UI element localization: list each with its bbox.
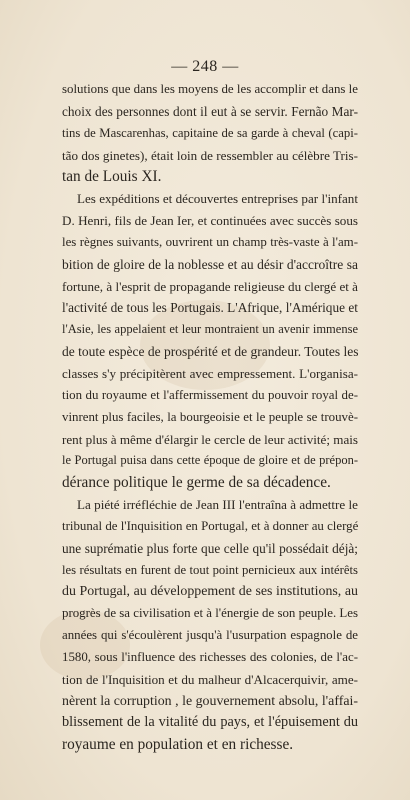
text-line: bition de gloire de la noblesse et au désir d'accroître sa [62,256,358,272]
text-line: progrès de sa civilisation et à l'énergie de son peuple. Les [62,606,358,621]
paragraph-3 [62,494,358,756]
text-line: nèrent la corruption , le gouvernement absolu, l'affai- [62,693,358,709]
text-line: années qui s'écoulèrent jusqu'à l'usurpation espagnole de [62,628,358,643]
text-line: tão dos ginetes), était loin de ressembler au célèbre Tris- [62,147,358,163]
text-line: les résultats en furent de tout point pernicieux aux intérêts [62,562,358,577]
text-line: les règnes suivants, ouvrirent un champ très-vaste à l'am- [62,234,358,249]
text-line: vinrent plus faciles, la bourgeoisie et le peuple se trouvè- [62,409,358,424]
text-line: classes s'y précipitèrent avec empressement. L'organisa- [62,365,358,381]
page-number: — 248 — [171,58,239,75]
text-line: 1580, sous l'influence des richesses des colonies, de l'ac- [62,649,358,664]
text-line: rent plus à même d'élargir le cercle de leur activité; mais [62,431,358,447]
text-line: tins de Mascarenhas, capitaine de sa garde à cheval (capi- [62,125,358,140]
text-line: choix des personnes dont il eut à se servir. Fernão Mar- [62,103,358,119]
text-line: tan de Louis XI. [62,168,162,186]
text-line: tion de l'Inquisition et du malheur d'Alcacerquivir, ame- [62,671,358,687]
text-line: l'Asie, les appelaient et leur montraient un avenir immense [62,322,358,337]
text-line: La piété irréfléchie de Jean III l'entraîna à admettre le [77,497,358,513]
text-line: royaume en population et en richesse. [62,736,294,754]
text-line: du Portugal, au développement de ses institutions, au [62,584,358,600]
text-line: dérance politique le germe de sa décadence. [62,474,331,492]
text-line: le Portugal puisa dans cette époque de gloire et de prépon- [62,453,358,468]
text-line: D. Henri, fils de Jean Ier, et continuées avec succès sous [62,213,358,229]
text-line: de toute espèce de prospérité et de grandeur. Toutes les [62,344,359,360]
text-line: une suprématie plus forte que celle qu'il possédait déjà; [62,540,358,556]
body-text [62,79,358,756]
text-line: fortune, à l'esprit de propagande religieuse du clergé et à [62,278,358,294]
text-line: tion du royaume et l'affermissement du pouvoir royal de- [62,387,358,402]
text-line: blissement de la vitalité du pays, et l'épuisement du [62,714,358,731]
text-line: Les expéditions et découvertes entreprises par l'infant [77,191,358,207]
paragraph-2 [62,188,358,494]
text-line: l'activité de tous les Portugais. L'Afrique, l'Amérique et [62,300,358,316]
paragraph-1 [62,79,358,188]
text-line: solutions que dans les moyens de les accomplir et dans le [62,82,358,96]
text-line: tribunal de l'Inquisition en Portugal, et à donner au clergé [62,518,359,533]
